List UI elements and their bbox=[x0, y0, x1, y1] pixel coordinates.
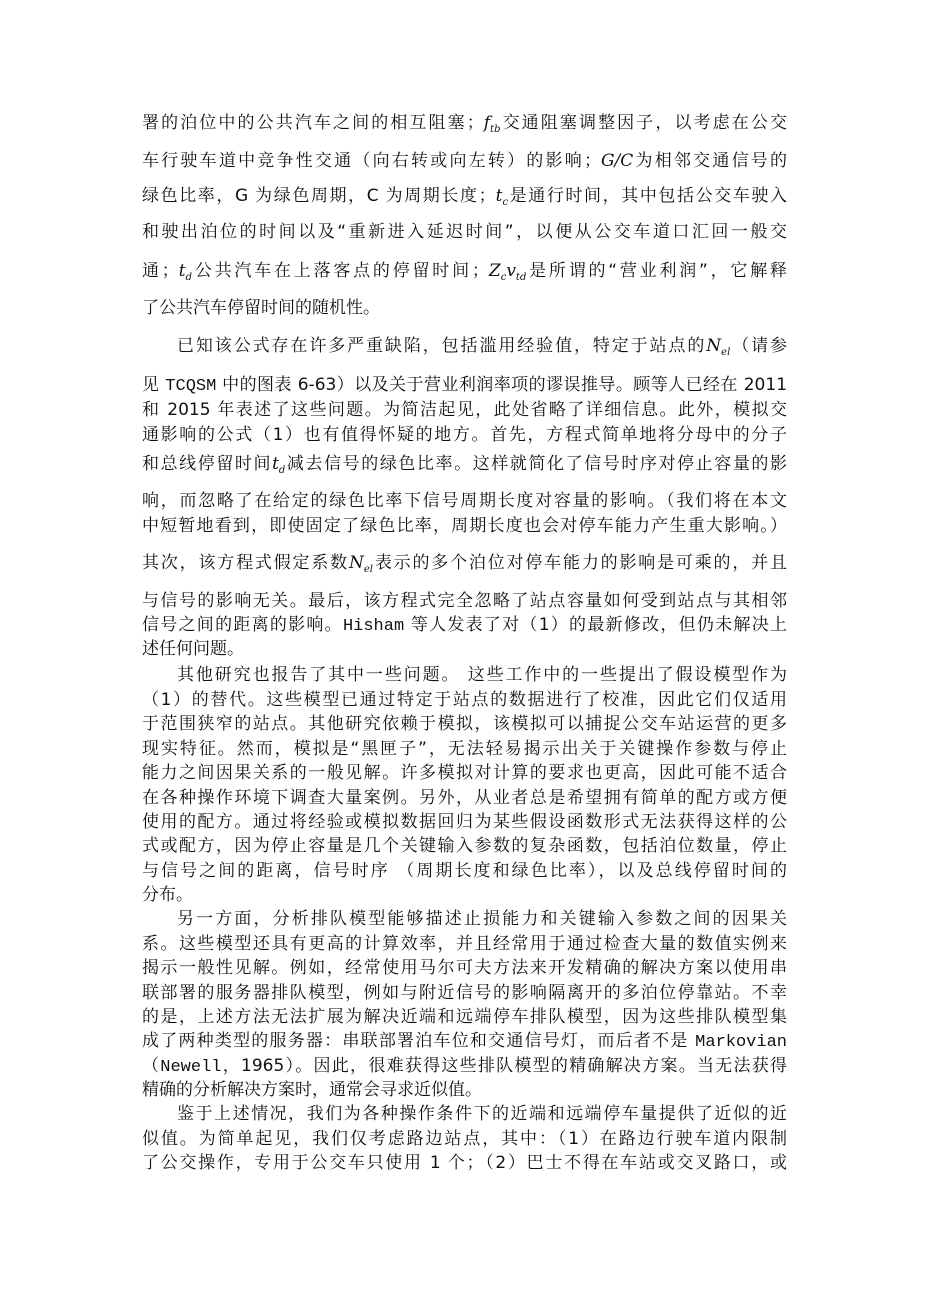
math-subscript: c bbox=[500, 272, 507, 283]
text-line bbox=[177, 664, 787, 686]
text-run: 表示的多个泊位对停车能力的影响是可乘的，并且 bbox=[373, 553, 787, 573]
text-run: 鉴于上述情况，我们为各种操作条件下的近端和远端停车量提供了近似的近 bbox=[177, 1104, 787, 1124]
text-line bbox=[142, 424, 787, 446]
math-base: t bbox=[178, 261, 186, 281]
math-base: G/C bbox=[600, 151, 634, 171]
text-line bbox=[142, 860, 787, 882]
math-symbol bbox=[489, 261, 506, 281]
math-base: Z bbox=[488, 261, 501, 281]
text-run: 使用的配方。通过将经验或模拟数据回归为某些假设函数形式无法获得这样的公 bbox=[142, 812, 787, 832]
text-line bbox=[142, 297, 787, 319]
text-run: 中短暂地看到，即使固定了绿色比率，周期长度也会对停车能力产生重大影响。） bbox=[142, 516, 787, 536]
text-line bbox=[142, 453, 787, 475]
math-symbol bbox=[506, 261, 526, 281]
text-run: 其他研究也报告了其中一些问题。 这些工作中的一些提出了假设模型作为 bbox=[177, 665, 787, 685]
text-line bbox=[142, 374, 787, 398]
text-run: 联部署的服务器排队模型，例如与附近信号的影响隔离开的多泊位停靠站。不幸 bbox=[142, 983, 787, 1003]
text-line bbox=[142, 689, 787, 711]
math-subscript: tb bbox=[490, 124, 501, 135]
text-line bbox=[142, 614, 787, 638]
text-line bbox=[142, 738, 787, 760]
text-line bbox=[177, 335, 787, 357]
text-line bbox=[142, 185, 787, 207]
text-line bbox=[142, 399, 787, 421]
math-symbol bbox=[272, 454, 285, 474]
text-run: 了公共汽车停留时间的随机性。 bbox=[142, 298, 380, 318]
text-run: 是通行时间，其中包括公交车驶入 bbox=[508, 186, 787, 206]
text-run: 和 2015 年表述了这些问题。为简洁起见，此处省略了详细信息。此外，模拟交 bbox=[142, 400, 787, 420]
text-line bbox=[142, 515, 787, 537]
text-run: 述任何问题。 bbox=[142, 639, 244, 659]
text-line bbox=[142, 1152, 787, 1174]
math-symbol bbox=[349, 553, 373, 573]
text-run: 署的泊位中的公共汽车之间的相互阻塞； bbox=[142, 113, 484, 133]
math-base: f bbox=[483, 113, 491, 133]
text-run: 的是，上述方法无法扩展为解决近端和远端停车排队模型，因为这些排队模型集 bbox=[142, 1007, 787, 1027]
math-base: N bbox=[706, 336, 722, 356]
math-symbol bbox=[179, 261, 192, 281]
text-run: 响，而忽略了在给定的绿色比率下信号周期长度对容量的影响。（我们将在本文 bbox=[142, 491, 787, 511]
text-line bbox=[142, 552, 787, 574]
text-line bbox=[142, 713, 787, 735]
text-run: 公共汽车在上落客点的停留时间； bbox=[192, 261, 489, 281]
text-run: 式或配方，因为停止容量是几个关键输入参数的复杂函数，包括泊位数量，停止 bbox=[142, 836, 787, 856]
text-run: 和总线停留时间 bbox=[142, 454, 273, 474]
text-run: 在各种操作环境下调查大量案例。另外，从业者总是希望拥有简单的配方或方便 bbox=[142, 788, 787, 808]
text-line bbox=[142, 1006, 787, 1028]
text-line bbox=[142, 1030, 787, 1054]
text-line bbox=[142, 260, 787, 282]
math-symbol bbox=[601, 151, 633, 171]
text-run: 见 TCQSM 中的图表 6-63）以及关于营业利润率项的谬误推导。顾等人已经在 2011 bbox=[142, 375, 788, 396]
math-subscript: el bbox=[363, 564, 373, 575]
math-subscript: td bbox=[515, 272, 527, 283]
math-base: t bbox=[272, 454, 279, 474]
math-subscript: c bbox=[502, 197, 509, 208]
text-run: 和驶出泊位的时间以及“重新进入延迟时间”，以便从公交车道口汇回一般交 bbox=[142, 222, 787, 242]
text-line bbox=[142, 590, 787, 612]
text-run: 成了两种类型的服务器：串联部署泊车位和交通信号灯，而后者不是 Markovian bbox=[142, 1031, 787, 1052]
text-line bbox=[142, 884, 787, 906]
text-run: 与信号之间的距离，信号时序 （周期长度和绿色比率），以及总线停留时间的 bbox=[142, 861, 787, 881]
text-line bbox=[142, 1128, 787, 1150]
text-line bbox=[142, 150, 787, 172]
text-line bbox=[177, 908, 787, 930]
text-line bbox=[142, 762, 787, 784]
text-line bbox=[142, 957, 787, 979]
text-line bbox=[142, 982, 787, 1004]
text-line bbox=[142, 221, 787, 243]
text-run: 另一方面，分析排队模型能够描述止损能力和关键输入参数之间的因果关 bbox=[177, 909, 787, 929]
text-run: 信号之间的距离的影响。Hisham 等人发表了对（1）的最新修改，但仍未解决上 bbox=[142, 615, 787, 636]
text-run: 其次，该方程式假定系数 bbox=[142, 553, 349, 573]
text-line bbox=[142, 787, 787, 809]
text-run: 揭示一般性见解。例如，经常使用马尔可夫方法来开发精确的解决方案以使用串 bbox=[142, 958, 787, 978]
text-run: （Newell，1965）。因此，很难获得这些排队模型的精确解决方案。当无法获得 bbox=[142, 1056, 788, 1077]
text-run: （1）的替代。这些模型已通过特定于站点的数据进行了校准，因此它们仅适用 bbox=[142, 690, 787, 710]
text-run: 已知该公式存在许多严重缺陷，包括滥用经验值，特定于站点的 bbox=[177, 336, 707, 356]
text-line bbox=[142, 112, 787, 134]
text-run: 为相邻交通信号的 bbox=[633, 151, 788, 171]
text-run: 是所谓的“营业利润”，它解释 bbox=[526, 261, 788, 281]
math-subscript: d bbox=[185, 272, 193, 283]
math-symbol bbox=[484, 113, 501, 133]
text-run: 现实特征。然而，模拟是“黑匣子”，无法轻易揭示出关于关键操作参数与停止 bbox=[142, 739, 787, 759]
text-run: 通； bbox=[142, 261, 179, 281]
text-line bbox=[142, 490, 787, 512]
text-line bbox=[142, 1079, 787, 1101]
text-run: 了公交操作，专用于公交车只使用 1 个；（2）巴士不得在车站或交叉路口，或 bbox=[142, 1153, 787, 1173]
math-subscript: el bbox=[721, 347, 731, 358]
text-run: 通影响的公式（1）也有值得怀疑的地方。首先，方程式简单地将分母中的分子 bbox=[142, 425, 787, 445]
text-run: 减去信号的绿色比率。这样就简化了信号时序对停止容量的影 bbox=[285, 454, 788, 474]
text-run: 于范围狭窄的站点。其他研究依赖于模拟，该模拟可以捕捉公交车站运营的更多 bbox=[142, 714, 787, 734]
text-run: 分布。 bbox=[142, 885, 193, 905]
text-run: 似值。为简单起见，我们仅考虑路边站点，其中：（1）在路边行驶车道内限制 bbox=[142, 1129, 787, 1149]
text-line bbox=[142, 933, 787, 955]
math-symbol bbox=[706, 336, 730, 356]
math-symbol bbox=[496, 186, 508, 206]
math-base: t bbox=[495, 186, 503, 206]
text-run: 绿色比率，G 为绿色周期，C 为周期长度； bbox=[142, 186, 496, 206]
text-run: 与信号的影响无关。最后，该方程式完全忽略了站点容量如何受到站点与其相邻 bbox=[142, 591, 787, 611]
text-line bbox=[142, 638, 787, 660]
text-line bbox=[142, 1055, 787, 1079]
text-line bbox=[142, 811, 787, 833]
text-run: 交通阻塞调整因子，以考虑在公交 bbox=[500, 113, 788, 133]
text-line bbox=[177, 1103, 787, 1125]
math-base: N bbox=[349, 553, 364, 573]
math-subscript: d bbox=[278, 465, 286, 476]
text-run: 精确的分析解决方案时，通常会寻求近似值。 bbox=[142, 1080, 482, 1100]
text-line bbox=[142, 835, 787, 857]
math-base: v bbox=[506, 261, 516, 281]
text-run: 系。这些模型还具有更高的计算效率，并且经常用于通过检查大量的数值实例来 bbox=[142, 934, 787, 954]
text-run: （请参 bbox=[730, 336, 788, 356]
text-run: 车行驶车道中竞争性交通（向右转或向左转）的影响； bbox=[142, 151, 601, 171]
text-run: 能力之间因果关系的一般见解。许多模拟对计算的要求也更高，因此可能不适合 bbox=[142, 763, 787, 783]
